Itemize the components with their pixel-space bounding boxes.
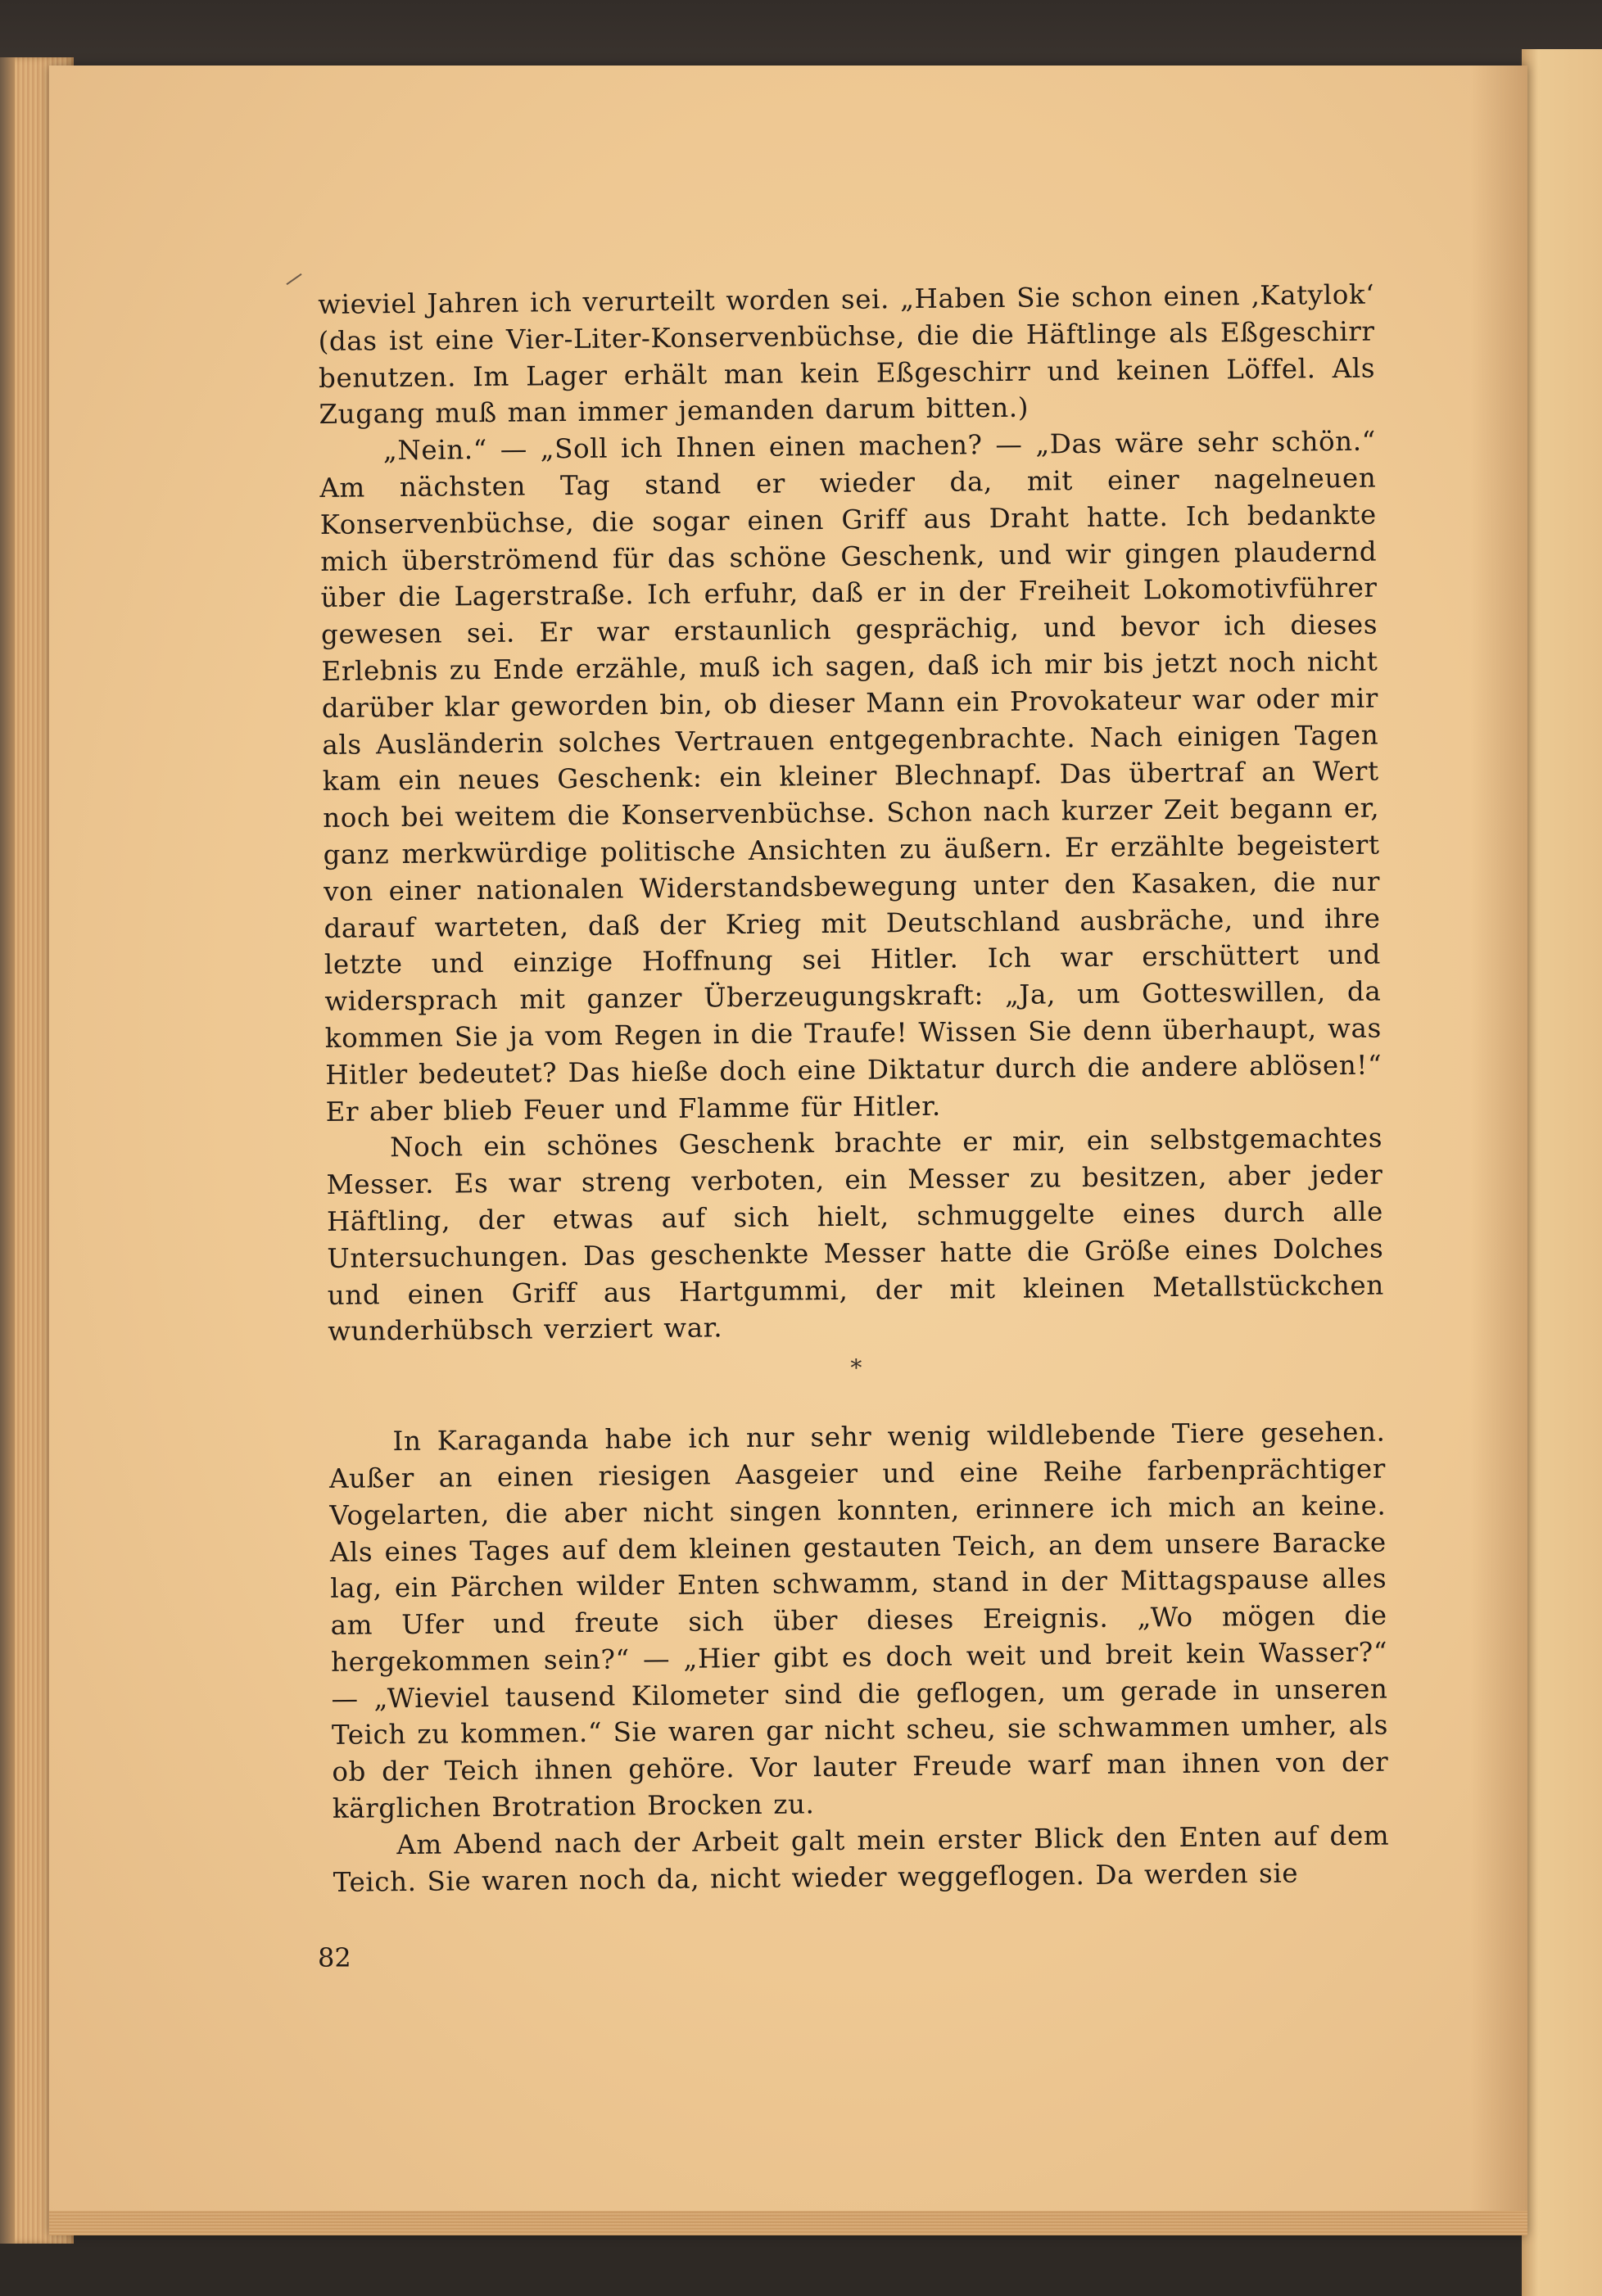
paragraph: wieviel Jahren ich verurteilt worden sei. „Haben Sie schon einen ‚Katylok‘ (das ist eine Vier-Liter-Konservenbüchse, die die Häftlinge als Eßgeschirr benutzen. Im Lager erhält man kein Eßgeschirr und keinen Löffel. Als Zugang muß man immer jemanden darum bitten.) (318, 278, 1376, 431)
book-binding-shadow (0, 57, 15, 2244)
page-gutter-shadow (1470, 66, 1527, 2235)
paragraph: Noch ein schönes Geschenk brachte er mir, ein selbstgemachtes Messer. Es war streng verboten, ein Messer zu besitzen, aber jeder Häftling, der etwas auf sich hielt, schmuggelte eines durch alle Untersuchungen. Das geschenkte Messer hatte die Größe eines Dolches und einen Griff aus Hartgummi, der mit kleinen Metallstückchen wunderhübsch verziert war. (326, 1122, 1384, 1348)
paragraph: In Karaganda habe ich nur sehr wenig wildlebende Tiere gesehen. Außer an einen riesigen Aasgeier und eine Reihe farbenprächtiger Vogelarten, die aber nicht singen konnten, erinnere ich mich an keine. Als eines Tages auf dem kleinen gestauten Teich, an dem unsere Baracke lag, ein Pärchen wilder Enten schwamm, stand in der Mittagspause alles am Ufer und freute sich über dieses Ereignis. „Wo mögen die hergekommen sein?“ — „Hier gibt es doch weit und breit kein Wasser?“ — „Wieviel tausend Kilometer sind die geflogen, um gerade in unseren Teich zu kommen.“ Sie waren gar nicht scheu, sie schwammen umher, als ob der Teich ihnen gehöre. Vor lauter Freude warf man ihnen von der kärglichen Brotration Brocken zu. (328, 1416, 1389, 1824)
adjacent-page-edge (1522, 49, 1602, 2296)
section-divider: * (850, 1354, 863, 1381)
page-bottom-edge (49, 2211, 1527, 2235)
body-text (318, 277, 1390, 1901)
paragraph: „Nein.“ — „Soll ich Ihnen einen machen? — „Das wäre sehr schön.“ Am nächsten Tag stand er wieder da, mit einer nagelneuen Konservenbüchse, die sogar einen Griff aus Draht hatte. Ich bedankte mich überströmend für das schöne Geschenk, und wir gingen plaudernd über die Lagerstraße. Ich erfuhr, daß er in der Freiheit Lokomotivführer gewesen sei. Er war erstaunlich gesprächig, und bevor ich dieses Erlebnis zu Ende erzähle, muß ich sagen, daß ich mir bis jetzt noch nicht darüber klar geworden bin, ob dieser Mann ein Provokateur war oder mir als Ausländerin solches Vertrauen entgegenbrachte. Nach einigen Tagen kam ein neues Geschenk: ein kleiner Blechnapf. Das übertraf an Wert noch bei weitem die Konservenbüchse. Schon nach kurzer Zeit begann er, ganz merkwürdige politische Ansichten zu äußern. Er erzählte begeistert von einer nationalen Widerstandsbewegung unter den Kasaken, die nur darauf warteten, daß der Krieg mit Deutschland ausbräche, und ihre letzte und einzige Hoffnung sei Hitler. Ich war erschüttert und widersprach mit ganzer Überzeugungskraft: „Ja, um Gotteswillen, da kommen Sie ja vom Regen in die Traufe! Wissen Sie denn überhaupt, was Hitler bedeutet? Das hieße doch eine Diktatur durch die andere ablösen!“ Er aber blieb Feuer und Flamme für Hitler. (319, 425, 1383, 1128)
paragraph: Am Abend nach der Arbeit galt mein erster Blick den Enten auf dem Teich. Sie waren noch da, nicht wieder weggeflogen. Da werden sie (333, 1819, 1390, 1898)
page-number: 82 (318, 1942, 351, 1973)
